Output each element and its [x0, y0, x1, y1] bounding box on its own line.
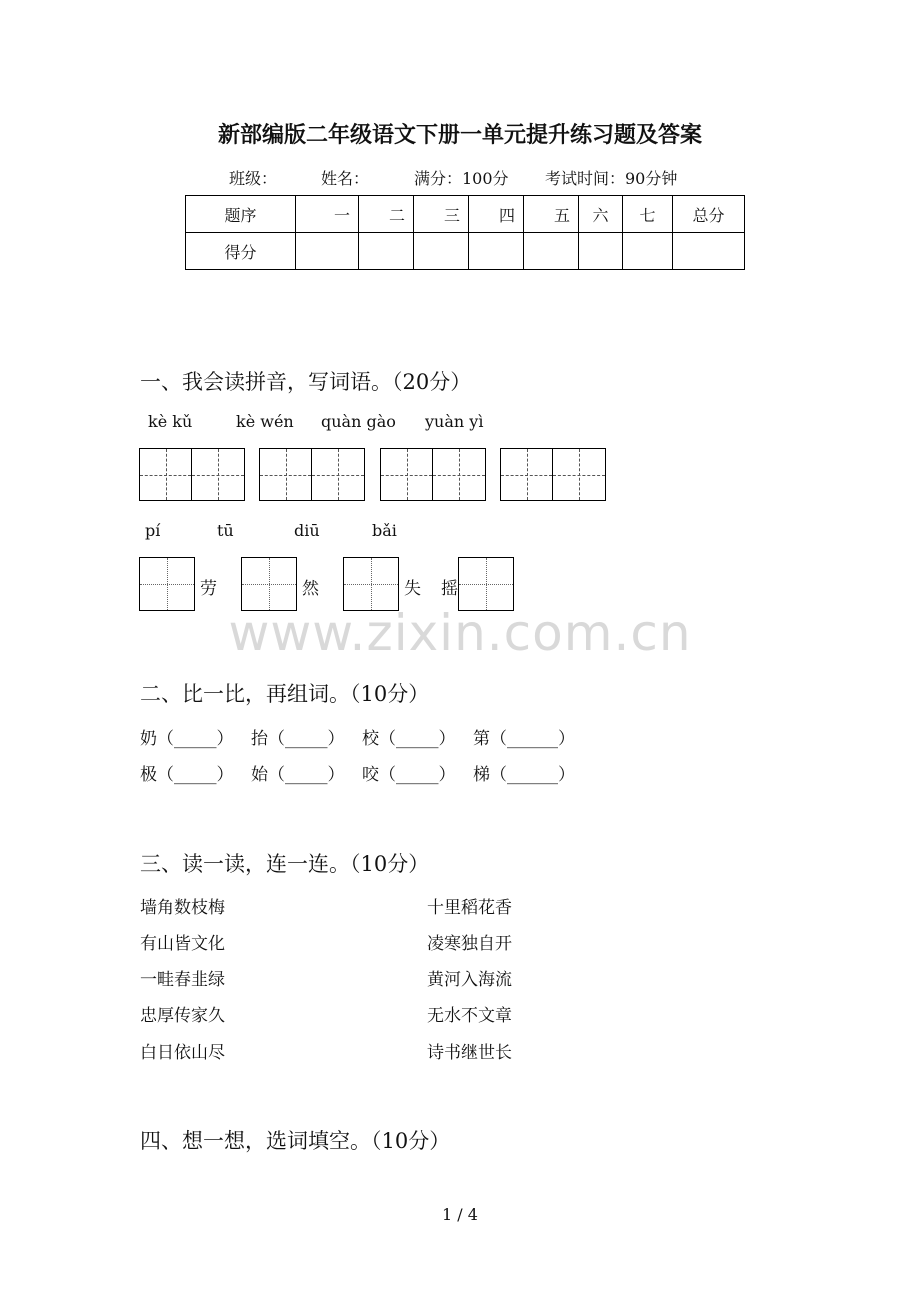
compare-item[interactable]: 咬（_____） [362, 765, 456, 785]
match-left-item[interactable]: 有山皆文化 [140, 934, 225, 954]
score-cell[interactable] [469, 233, 524, 270]
writing-grid-4[interactable] [500, 448, 606, 502]
score-cell[interactable] [579, 233, 623, 270]
score-table [185, 195, 745, 270]
writing-cell[interactable] [312, 448, 365, 501]
given-char: 失 [404, 579, 421, 599]
score-header-cell: 七 [623, 196, 673, 233]
writing-cell[interactable] [259, 448, 312, 501]
match-right-item[interactable]: 诗书继世长 [427, 1043, 512, 1063]
writing-cell[interactable] [500, 448, 553, 501]
match-right-item[interactable]: 凌寒独自开 [427, 934, 512, 954]
full-score: 满分：100分 [414, 169, 509, 188]
exam-time: 考试时间：90分钟 [545, 169, 678, 188]
writing-grid-3[interactable] [380, 448, 486, 502]
score-cell[interactable] [359, 233, 414, 270]
pinyin-7: diū [294, 521, 320, 540]
writing-grid-1[interactable] [139, 448, 245, 502]
score-table-header-row [186, 196, 745, 233]
score-cell[interactable] [414, 233, 469, 270]
match-right-item[interactable]: 黄河入海流 [427, 970, 512, 990]
pinyin-8: bǎi [372, 521, 397, 540]
watermark: www.zixin.com.cn [228, 604, 692, 662]
score-header-cell: 六 [579, 196, 623, 233]
score-cell[interactable] [296, 233, 359, 270]
score-table-row [186, 233, 745, 270]
writing-cell[interactable] [192, 448, 245, 501]
compare-item[interactable]: 极（_____） [140, 765, 234, 785]
given-char: 然 [302, 579, 319, 599]
match-left-item[interactable]: 忠厚传家久 [140, 1006, 225, 1026]
score-cell[interactable] [524, 233, 579, 270]
pinyin-3: quàn gào [321, 412, 396, 431]
given-char: 摇 [441, 579, 458, 599]
compare-item[interactable]: 梯（______） [473, 765, 575, 785]
writing-cell-single[interactable] [241, 557, 297, 611]
compare-item[interactable]: 奶（_____） [140, 729, 234, 749]
score-cell[interactable] [673, 233, 745, 270]
score-header-cell: 四 [469, 196, 524, 233]
writing-cell[interactable] [553, 448, 606, 501]
match-right-item[interactable]: 无水不文章 [427, 1006, 512, 1026]
given-char: 劳 [200, 579, 217, 599]
section1-heading: 一、我会读拼音，写词语。（20分） [140, 370, 472, 394]
match-left-item[interactable]: 白日依山尽 [140, 1043, 225, 1063]
score-header-cell: 三 [414, 196, 469, 233]
writing-cell[interactable] [380, 448, 433, 501]
match-right-item[interactable]: 十里稻花香 [427, 898, 512, 918]
class-label: 班级： [229, 169, 278, 188]
name-label: 姓名： [321, 169, 370, 188]
compare-item[interactable]: 校（_____） [362, 729, 456, 749]
match-left-item[interactable]: 一畦春韭绿 [140, 970, 225, 990]
pinyin-1: kè kǔ [148, 412, 193, 431]
section2-heading: 二、比一比，再组词。（10分） [140, 682, 430, 706]
page-title: 新部编版二年级语文下册一单元提升练习题及答案 [217, 122, 702, 148]
match-left-item[interactable]: 墙角数枝梅 [140, 898, 225, 918]
writing-cell[interactable] [139, 448, 192, 501]
score-header-cell: 二 [359, 196, 414, 233]
pinyin-2: kè wén [236, 412, 294, 431]
writing-cell-single[interactable] [139, 557, 195, 611]
writing-grid-2[interactable] [259, 448, 365, 502]
pinyin-4: yuàn yì [425, 412, 484, 431]
score-header-cell: 总分 [673, 196, 745, 233]
writing-cell[interactable] [433, 448, 486, 501]
page-number: 1 / 4 [442, 1205, 478, 1224]
score-header-cell: 题序 [186, 196, 296, 233]
score-header-cell: 一 [296, 196, 359, 233]
score-cell[interactable] [623, 233, 673, 270]
score-header-cell: 五 [524, 196, 579, 233]
compare-item[interactable]: 第（______） [473, 729, 575, 749]
pinyin-6: tū [217, 521, 234, 540]
score-row-label: 得分 [186, 233, 296, 270]
pinyin-5: pí [145, 521, 161, 540]
writing-cell-single[interactable] [343, 557, 399, 611]
section3-heading: 三、读一读，连一连。（10分） [140, 852, 430, 876]
compare-item[interactable]: 抬（_____） [251, 729, 345, 749]
writing-cell-single[interactable] [458, 557, 514, 611]
compare-item[interactable]: 始（_____） [251, 765, 345, 785]
section4-heading: 四、想一想，选词填空。（10分） [140, 1129, 451, 1153]
